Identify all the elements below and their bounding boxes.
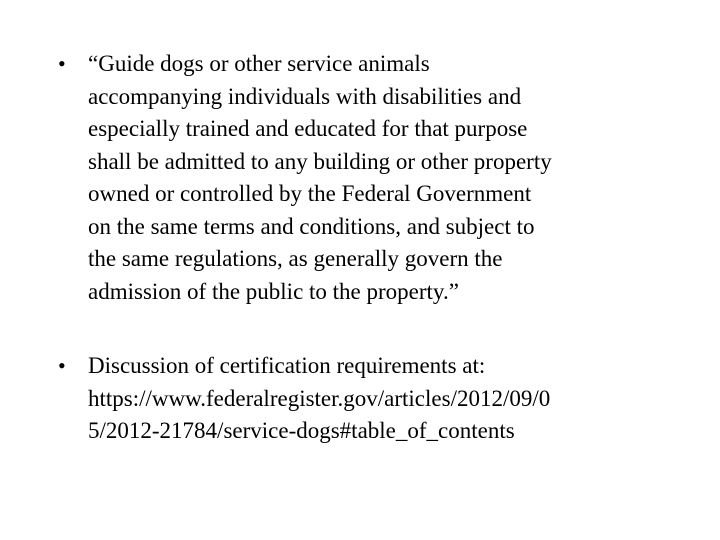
- certification-text: Discussion of certification requirements at:: [88, 353, 486, 378]
- bullet-list: [58, 48, 708, 448]
- quote-line: owned or controlled by the Federal Government: [88, 181, 532, 206]
- quote-line: especially trained and educated for that purpose: [88, 116, 528, 141]
- bullet-certification: [58, 350, 708, 448]
- certification-url-line: 5/2012-21784/service-dogs#table_of_contents: [88, 418, 515, 443]
- quote-line: on the same terms and conditions, and subject to: [88, 213, 535, 239]
- bullet-icon: •: [58, 51, 66, 76]
- bullet-quote: [58, 48, 708, 308]
- quote-line: the same regulations, as generally govern the: [88, 246, 503, 271]
- quote-line: shall be admitted to any building or other property: [88, 148, 552, 174]
- quote-line: accompanying individuals with disabilities and: [88, 83, 522, 109]
- quote-line: “Guide dogs or other service animals: [88, 51, 430, 76]
- bullet-icon: •: [58, 353, 66, 378]
- quote-line: admission of the public to the property.”: [88, 278, 459, 304]
- certification-url-line: https://www.federalregister.gov/articles/2012/09/0: [88, 385, 551, 411]
